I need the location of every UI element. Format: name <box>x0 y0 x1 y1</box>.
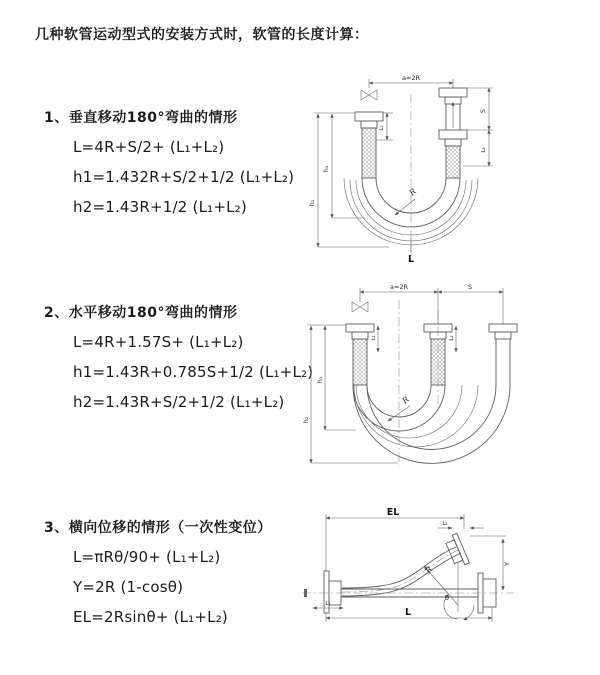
dimension-lines <box>313 514 506 622</box>
diagram-lateral-displacement <box>298 498 568 648</box>
section-1-formula-h2: h2=1.43R+1/2 (L₁+L₂) <box>73 198 247 216</box>
radius-label: R <box>400 394 411 406</box>
dim-h2-label: h₂ <box>302 416 310 424</box>
valve-icon <box>361 90 377 100</box>
dim-s-label: S <box>467 283 473 291</box>
dim-l1-label: L₁ <box>379 125 385 131</box>
dim-h2-label: h₂ <box>308 199 316 207</box>
section-1-formula-h1: h1=1.432R+S/2+1/2 (L₁+L₂) <box>73 168 295 186</box>
radius-label: R <box>407 186 418 198</box>
section-3-heading: 3、横向位移的情形（一次性变位） <box>44 520 272 536</box>
diagram-vertical-180-bend <box>303 66 533 263</box>
section-2-formula-L: L=4R+1.57S+ (L₁+L₂) <box>73 333 244 351</box>
dim-a2r-label: a=2R <box>401 74 421 82</box>
section-1-formula-L: L=4R+S/2+ (L₁+L₂) <box>73 138 225 156</box>
section-3-formula-Y: Y=2R (1-cosθ) <box>73 578 184 596</box>
page-title: 几种软管运动型式的安装方式时，软管的长度计算： <box>35 27 369 43</box>
hose-drawing <box>302 533 514 613</box>
dim-l2-label: L₂ <box>442 521 448 527</box>
centerline-anchor-mark <box>304 589 307 597</box>
dim-l2-label: L₂ <box>449 335 455 341</box>
hose-drawing <box>346 300 517 466</box>
hose-drawing <box>344 88 478 260</box>
dim-h1-label: h₁ <box>322 165 330 173</box>
length-label: L <box>404 607 412 618</box>
section-1-heading: 1、垂直移动180°弯曲的情形 <box>44 110 238 126</box>
dim-el-label: EL <box>386 507 400 518</box>
section-3-formula-EL: EL=2Rsinθ+ (L₁+L₂) <box>73 608 228 626</box>
dim-l1-label: L₁ <box>325 601 331 607</box>
section-2-heading: 2、水平移动180°弯曲的情形 <box>44 305 238 321</box>
angle-label: θ <box>445 594 449 602</box>
section-3-formula-L: L=πRθ/90+ (L₁+L₂) <box>73 548 221 566</box>
dim-l2-label: L₂ <box>481 147 487 153</box>
dim-h1-label: h₁ <box>316 376 324 384</box>
section-2-formula-h2: h2=1.43R+S/2+1/2 (L₁+L₂) <box>73 393 285 411</box>
dimension-lines <box>307 288 503 463</box>
dim-y-label: Y <box>503 562 511 566</box>
length-label: L <box>407 254 415 265</box>
section-2-formula-h1: h1=1.43R+0.785S+1/2 (L₁+L₂) <box>73 363 314 381</box>
valve-icon <box>352 302 368 312</box>
dimension-labels <box>302 283 472 423</box>
dim-l1-label: L₁ <box>371 335 377 341</box>
radius-label: R <box>423 564 435 576</box>
dim-a2r-label: a=2R <box>389 283 409 291</box>
diagram-horizontal-180-bend <box>298 280 553 470</box>
dim-s-label: S <box>479 108 487 114</box>
